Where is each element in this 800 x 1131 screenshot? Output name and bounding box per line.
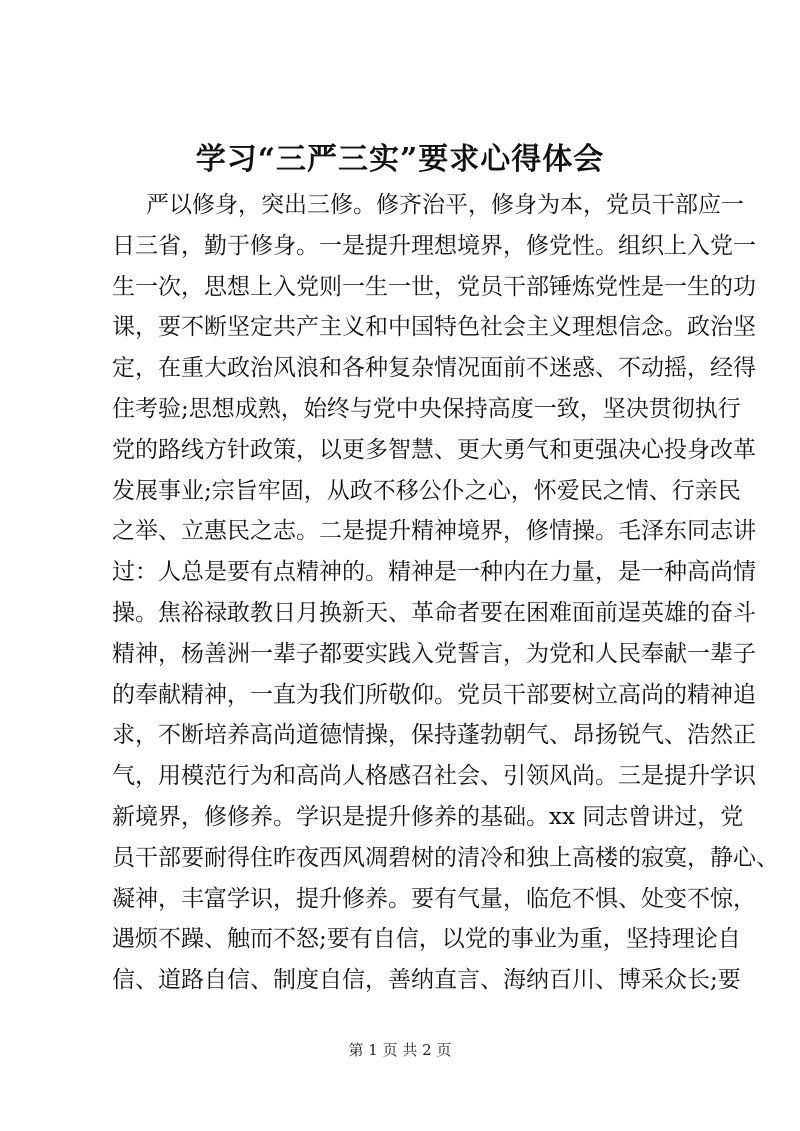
text-line: 日三省，勤于修身。一是提升理想境界，修党性。组织上入党一 [112,232,756,259]
text-line: 气，用模范行为和高尚人格感召社会、引领风尚。三是提升学识 [112,763,756,790]
text-line: 的奉献精神，一直为我们所敬仰。党员干部要树立高尚的精神追 [112,681,756,708]
text-line: 过：人总是要有点精神的。精神是一种内在力量，是一种高尚情 [112,559,756,586]
text-line: 生一次，思想上入党则一生一世，党员干部锤炼党性是一生的功 [112,273,756,300]
text-line: 发展事业;宗旨牢固，从政不移公仆之心，怀爱民之情、行亲民 [112,477,741,504]
text-line: 课，要不断坚定共产主义和中国特色社会主义理想信念。政治坚 [112,314,756,341]
text-line: 精神，杨善洲一辈子都要实践入党誓言，为党和人民奉献一辈子 [112,640,756,667]
text-line: 严以修身，突出三修。修齐治平，修身为本，党员干部应一 [146,192,744,218]
text-line: 遇烦不躁、触而不怒;要有自信，以党的事业为重，坚持理论自 [112,926,741,953]
text-line: 凝神，丰富学识，提升修养。要有气量，临危不惧、处变不惊， [112,885,756,912]
text-line: 住考验;思想成熟，始终与党中央保持高度一致，坚决贯彻执行 [112,395,741,422]
text-line: 新境界，修修养。学识是提升修养的基础。xx 同志曾讲过，党 [112,803,744,830]
text-line: 之举、立惠民之志。二是提升精神境界，修情操。毛泽东同志讲 [112,518,756,545]
document-title: 学习“三严三实”要求心得体会 [195,142,605,177]
text-line: 信、道路自信、制度自信，善纳直言、海纳百川、博采众长;要 [112,967,741,994]
text-line: 定，在重大政治风浪和各种复杂情况面前不迷惑、不动摇，经得 [112,355,756,382]
document-body [112,185,779,1001]
text-line: 员干部要耐得住昨夜西风凋碧树的清冷和独上高楼的寂寞，静心、 [112,844,779,871]
text-line: 党的路线方针政策，以更多智慧、更大勇气和更强决心投身改革 [112,436,756,463]
text-line: 求，不断培养高尚道德情操，保持蓬勃朝气、昂扬锐气、浩然正 [112,722,756,749]
page-number: 第 1 页 共 2 页 [348,1041,452,1059]
text-line: 操。焦裕禄敢教日月换新天、革命者要在困难面前逞英雄的奋斗 [112,599,756,626]
page-footer [0,1040,800,1060]
